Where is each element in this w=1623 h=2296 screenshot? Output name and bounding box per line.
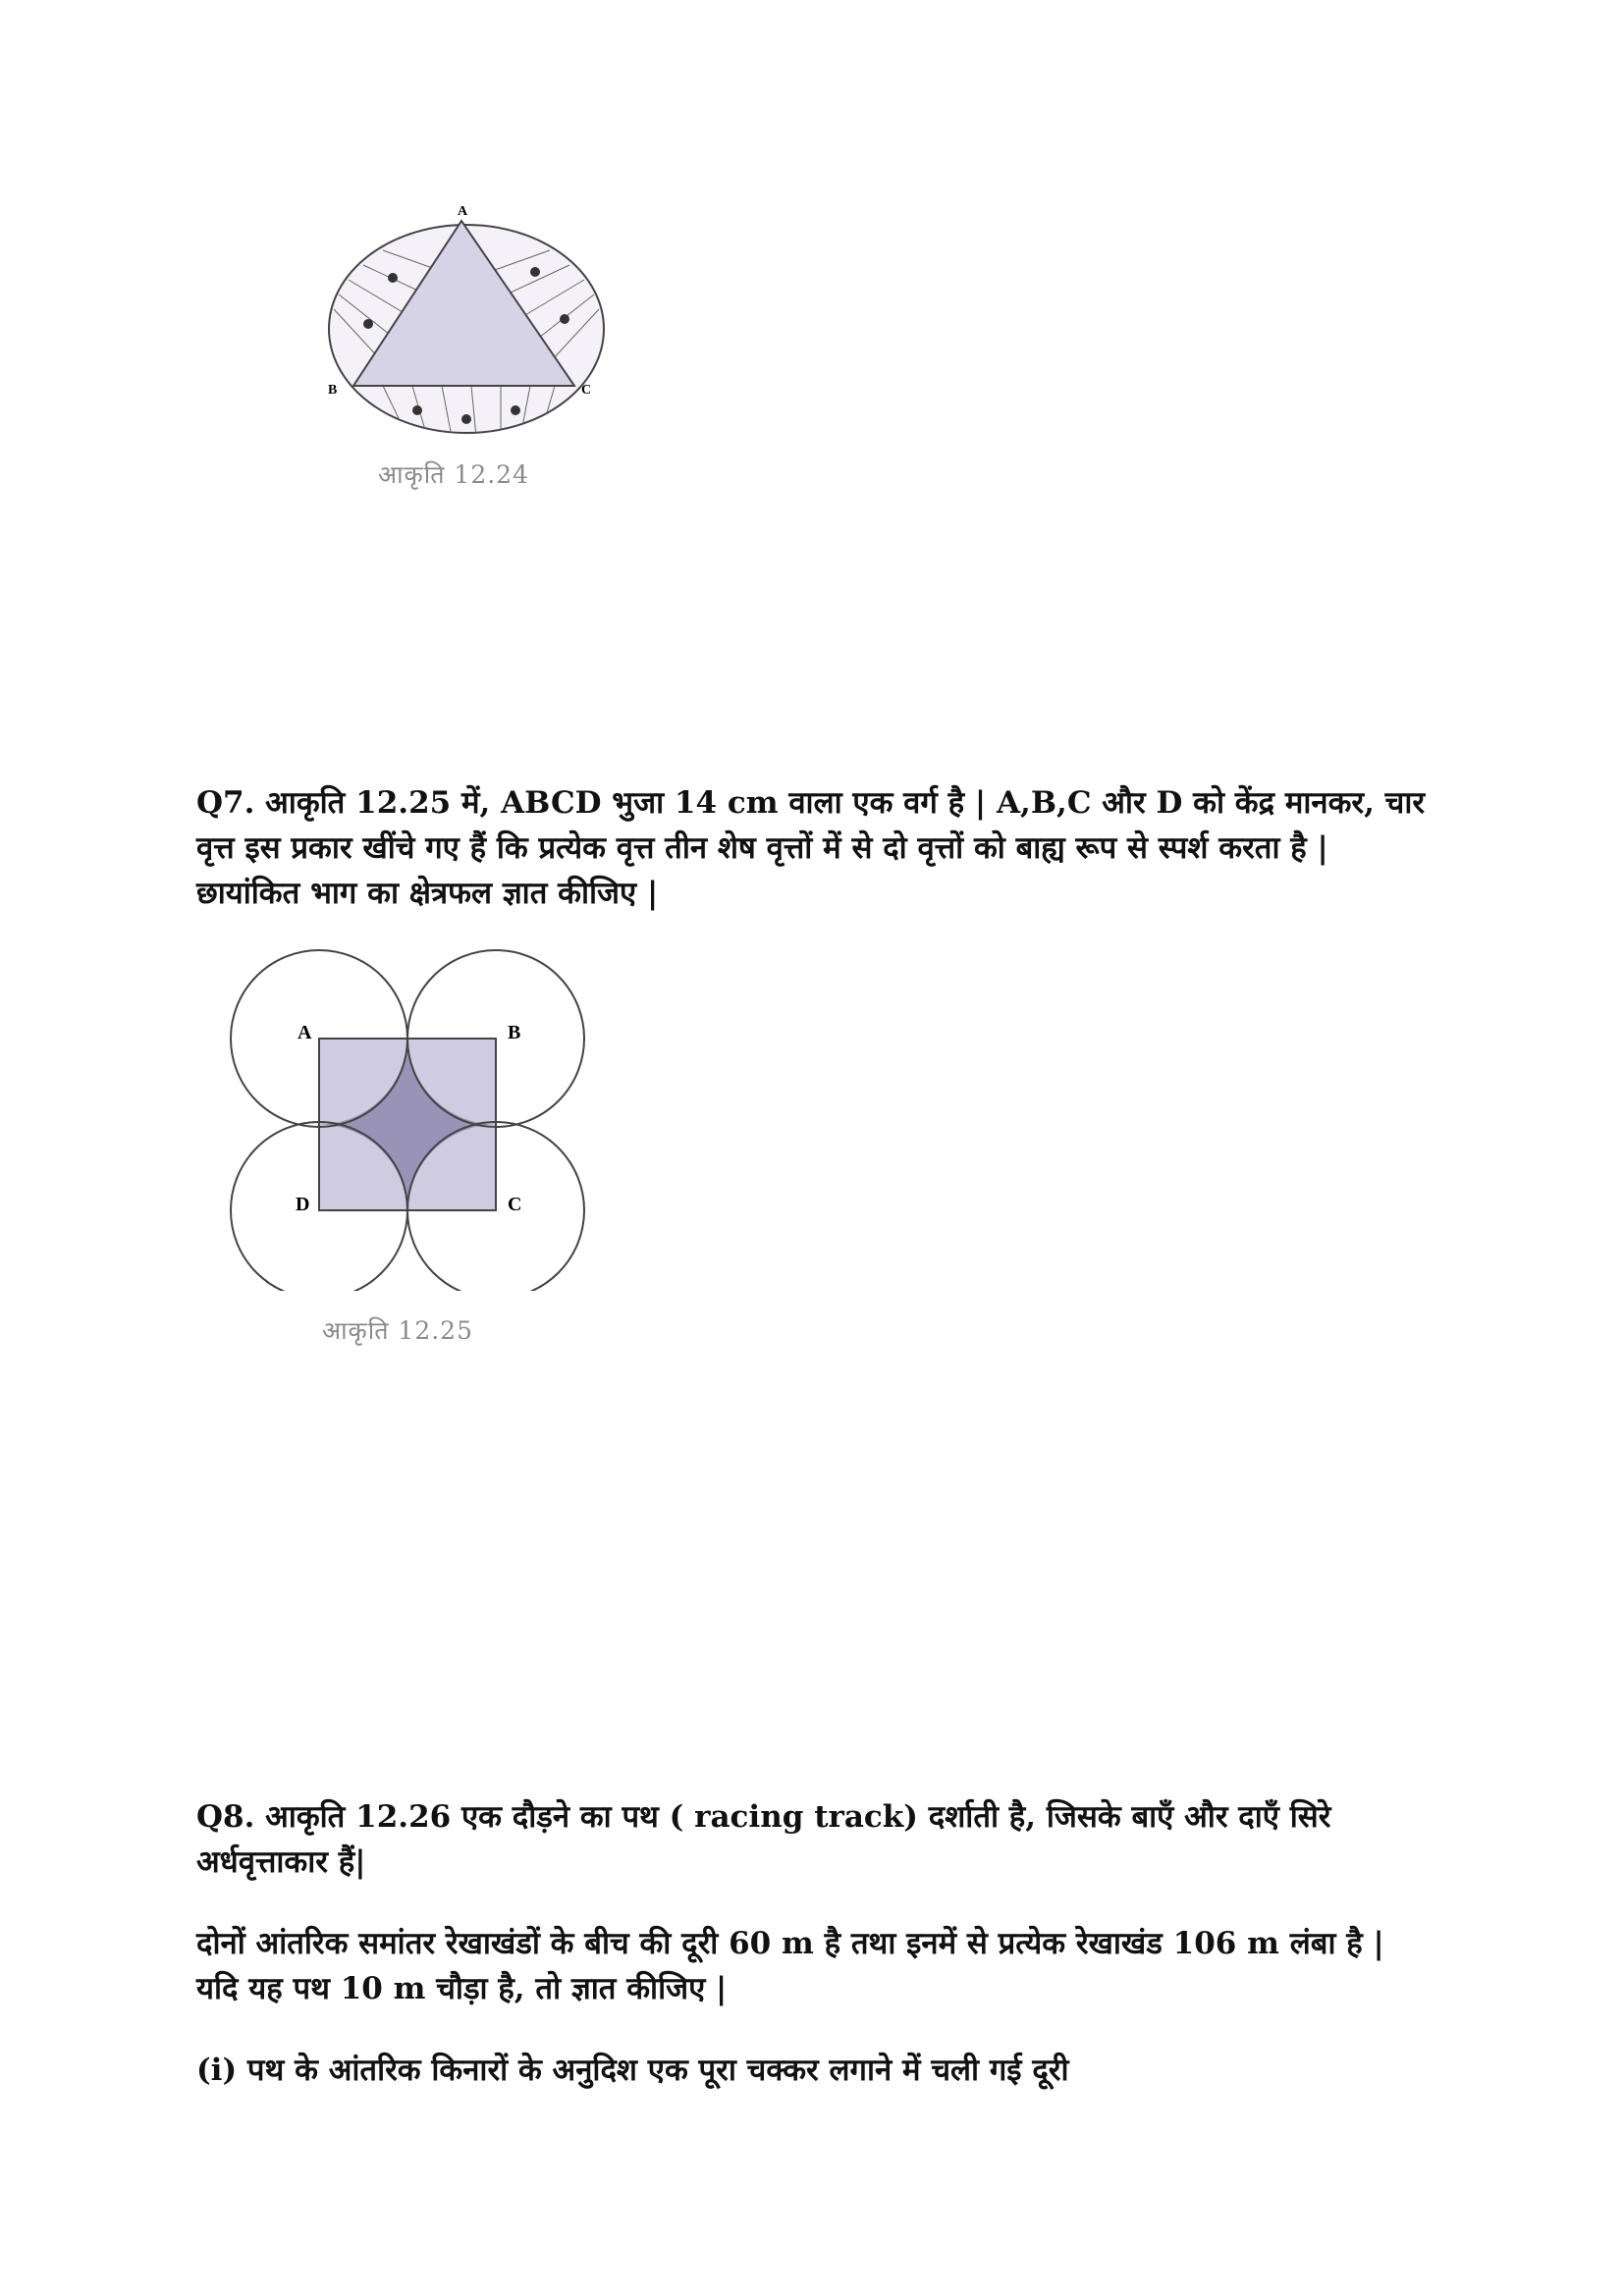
figure-12-24 — [314, 201, 619, 447]
question-8-part-i: (i) पथ के आंतरिक किनारों के अनुदिश एक पूरा चक्कर लगाने में चली गई दूरी — [196, 2053, 1069, 2088]
vertex-label-d: D — [296, 1194, 310, 1215]
vertex-label-a: A — [298, 1022, 312, 1043]
vertex-label-c: C — [581, 383, 592, 398]
figure-caption-12-25: आकृति 12.25 — [322, 1316, 473, 1345]
question-8-intro: Q8. आकृति 12.26 एक दौड़ने का पथ ( racing track) दर्शाती है, जिसके बाएँ और दाएँ सिरे अर्धवृत्ताकार हैं| — [196, 1799, 1331, 1880]
figure-caption-12-24: आकृति 12.24 — [378, 460, 529, 489]
question-7: Q7. आकृति 12.25 में, ABCD भुजा 14 cm वाला एक वर्ग है | A,B,C और D को केंद्र मानकर, चार वृत्त इस प्रकार खींचे गए हैं कि प्रत्येक वृत्त तीन शेष वृत्तों में से दो वृत्तों को बाह्य रूप से स्पर्श करता है | छायांकित भाग का क्षेत्रफल ज्ञात कीजिए | — [196, 785, 1426, 911]
question-8-text: दोनों आंतरिक समांतर रेखाखंडों के बीच की दूरी 60 m है तथा इनमें से प्रत्येक रेखाखंड 106 m लंबा है | यदि यह पथ 10 m चौड़ा है, तो ज्ञात कीजिए | — [196, 1926, 1384, 2006]
figure-12-25 — [211, 947, 604, 1291]
vertex-label-b: B — [328, 383, 338, 398]
vertex-label-c: C — [508, 1194, 522, 1215]
vertex-label-b: B — [508, 1022, 521, 1043]
vertex-label-a: A — [458, 204, 468, 219]
